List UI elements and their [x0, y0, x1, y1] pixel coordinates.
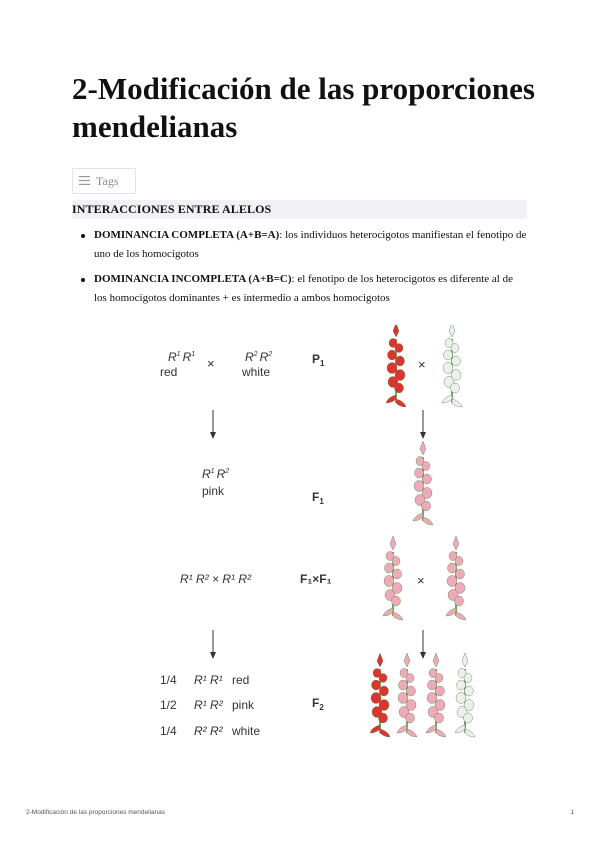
cross-symbol: × — [417, 573, 425, 588]
flower-pink — [413, 441, 433, 525]
flower-red — [386, 325, 406, 407]
f2-label: red — [232, 673, 250, 687]
tags-label: Tags — [96, 173, 119, 188]
p1-generation-label: $P_1$ — [312, 352, 325, 368]
arrow-down-icon — [210, 410, 216, 439]
flower-red — [370, 653, 390, 737]
flower-pink — [397, 653, 417, 737]
f2-row — [160, 673, 249, 687]
p-parent2-label: white — [242, 365, 271, 379]
flower-white — [455, 653, 475, 737]
list-icon — [79, 174, 90, 189]
f2-genotype: R¹ R¹ — [194, 673, 223, 687]
f2-ratio: 1/4 — [160, 673, 177, 687]
cross-symbol: × — [418, 357, 426, 372]
f1-label: pink — [202, 484, 225, 498]
f2-row — [160, 698, 255, 712]
flower-white — [442, 325, 462, 407]
cross-symbol: × — [207, 356, 215, 371]
tags-property[interactable] — [72, 168, 136, 194]
f1-genotype: $R^1$ $R^2$ — [202, 467, 230, 481]
f2-genotype: R¹ R² — [194, 698, 223, 712]
f2-generation-label: $F_2$ — [312, 696, 324, 712]
bullet-text: : el fenotipo de los heterocigotos es diferente al de los homocigotos dominantes + es intermedio a ambos homocigotos — [94, 273, 513, 304]
bullet-term: DOMINANCIA INCOMPLETA (A+B=C) — [94, 273, 292, 285]
f1-cross-genotype: R¹ R² × R¹ R² — [180, 572, 251, 586]
f1-generation-label: $F_1$ — [312, 490, 324, 506]
page-number: 1 — [570, 809, 574, 816]
p-parent2-genotype: $R^2$ $R^2$ — [245, 350, 273, 364]
list-item — [72, 226, 527, 264]
footer-title: 2-Modificación de las proporciones mendelianas — [26, 809, 166, 816]
p-parent1-label: red — [160, 365, 178, 379]
f2-genotype: R² R² — [194, 724, 223, 738]
f2-row — [160, 724, 260, 738]
section-heading: INTERACCIONES ENTRE ALELOS — [72, 200, 527, 219]
p-parent1-genotype: $R^1$ $R^1$ — [168, 350, 196, 364]
f2-label: white — [232, 724, 261, 738]
list-item — [72, 270, 527, 308]
f2-ratio: 1/2 — [160, 698, 177, 712]
arrow-down-icon — [210, 630, 216, 659]
page-title: 2-Modificación de las proporciones mendelianas — [72, 71, 535, 144]
flower-pink — [383, 536, 403, 620]
f2-label: pink — [232, 698, 255, 712]
arrow-down-icon — [420, 410, 426, 439]
bullet-text: : los individuos heterocigotos manifiestan el fenotipo de uno de los homocigotos — [94, 229, 527, 260]
bullet-term: DOMINANCIA COMPLETA (A+B=A) — [94, 229, 280, 241]
arrow-down-icon — [420, 630, 426, 659]
genetics-cross-figure — [140, 325, 480, 745]
bullet-list — [72, 226, 527, 314]
flower-pink — [426, 653, 446, 737]
flower-pink — [446, 536, 466, 620]
page-footer — [26, 809, 574, 816]
f1xf1-generation-label: F₁×F₁ — [300, 572, 332, 586]
f2-ratio: 1/4 — [160, 724, 177, 738]
